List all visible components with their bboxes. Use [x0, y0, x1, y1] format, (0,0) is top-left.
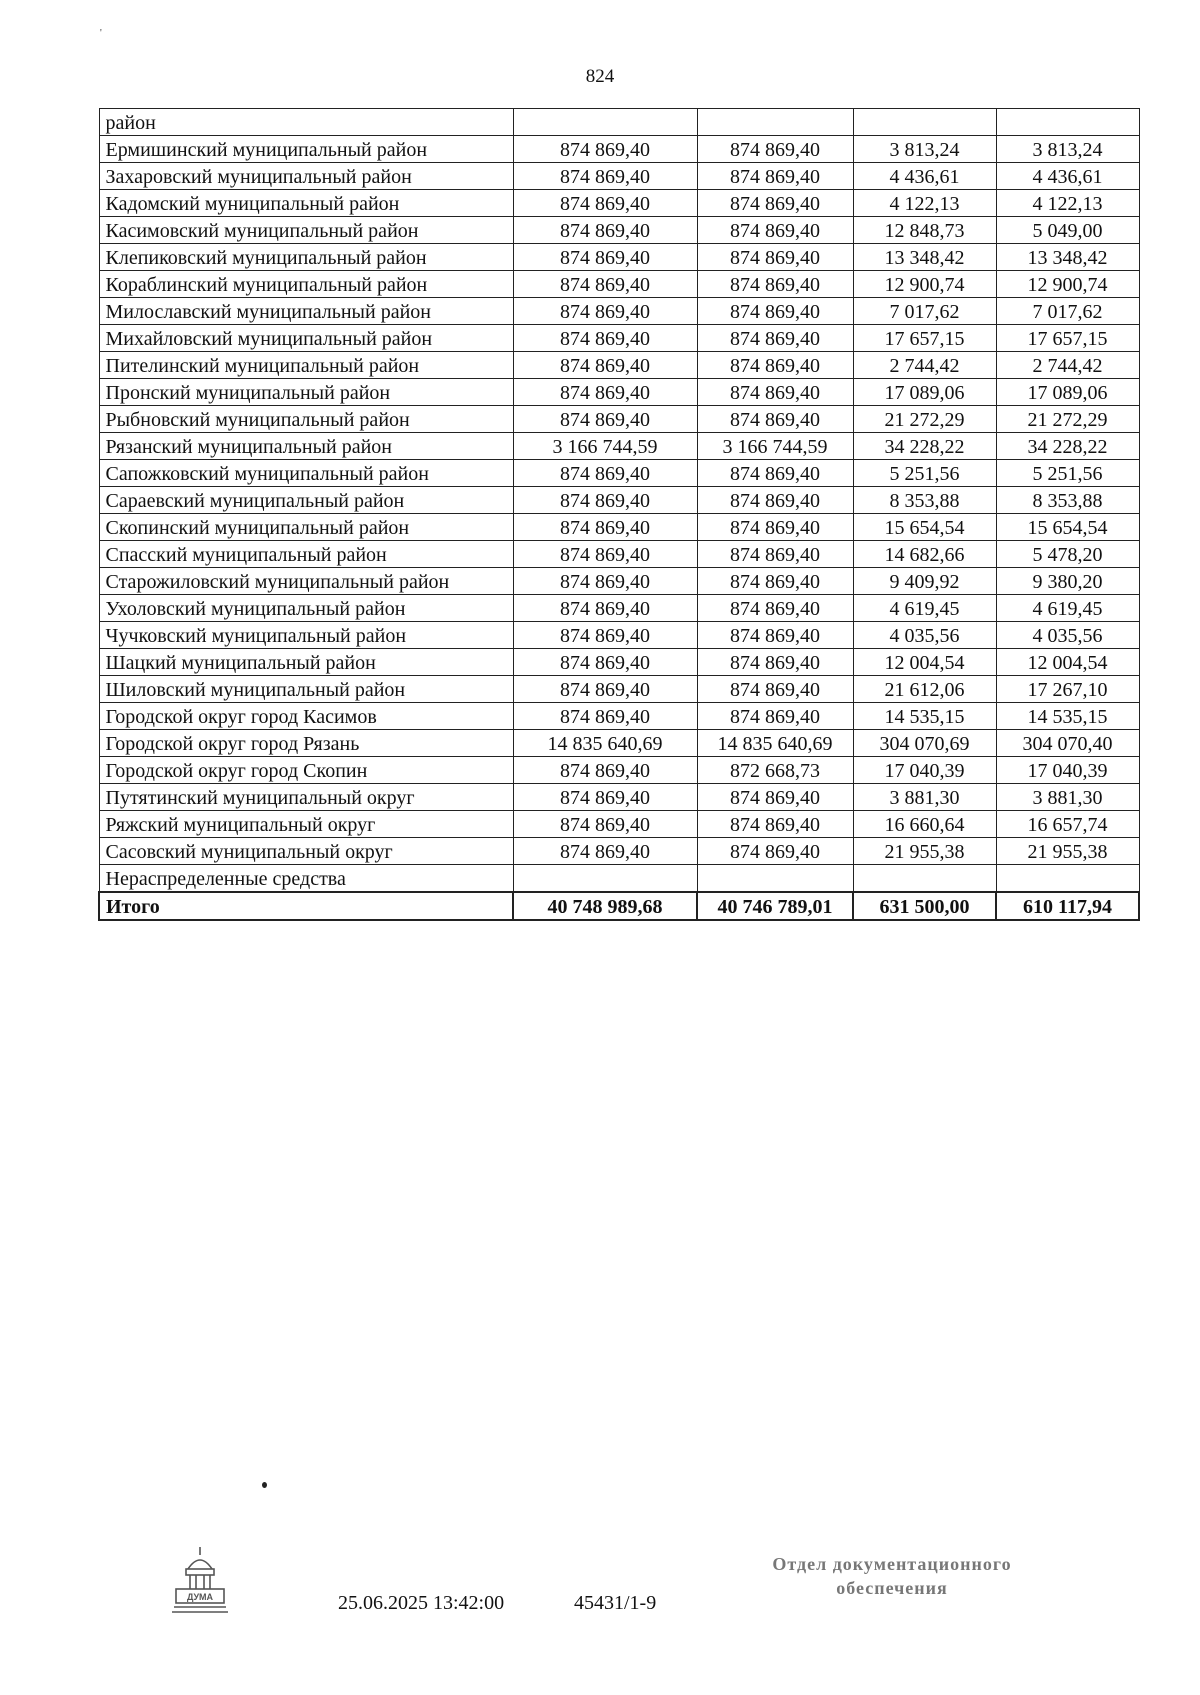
row-value-3: [853, 865, 996, 893]
row-label: Клепиковский муниципальный район: [99, 244, 513, 271]
row-value-3: 304 070,69: [853, 730, 996, 757]
row-value-2: 874 869,40: [697, 487, 853, 514]
row-value-2: [697, 865, 853, 893]
row-value-4: 4 436,61: [996, 163, 1139, 190]
table-row: [99, 811, 1139, 838]
row-value-2: [697, 109, 853, 136]
budget-table: [98, 108, 1140, 921]
row-value-4: 12 900,74: [996, 271, 1139, 298]
row-value-4: 3 881,30: [996, 784, 1139, 811]
row-value-4: 304 070,40: [996, 730, 1139, 757]
table-row: [99, 541, 1139, 568]
row-value-4: 7 017,62: [996, 298, 1139, 325]
table-row: [99, 163, 1139, 190]
row-value-2: 874 869,40: [697, 838, 853, 865]
row-value-4: 3 813,24: [996, 136, 1139, 163]
row-value-2: 874 869,40: [697, 271, 853, 298]
row-value-4: 5 478,20: [996, 541, 1139, 568]
table-body: [99, 109, 1139, 921]
row-value-1: 874 869,40: [513, 244, 697, 271]
row-label: Ряжский муниципальный округ: [99, 811, 513, 838]
emblem-text: ДУМА: [186, 1592, 214, 1602]
row-value-2: 874 869,40: [697, 244, 853, 271]
row-value-3: 631 500,00: [853, 892, 996, 920]
row-label: Рыбновский муниципальный район: [99, 406, 513, 433]
row-value-1: 874 869,40: [513, 622, 697, 649]
row-label: Милославский муниципальный район: [99, 298, 513, 325]
row-value-1: 874 869,40: [513, 271, 697, 298]
row-value-4: 5 251,56: [996, 460, 1139, 487]
row-value-4: 9 380,20: [996, 568, 1139, 595]
table-row: [99, 838, 1139, 865]
table-row: [99, 730, 1139, 757]
row-value-3: 17 657,15: [853, 325, 996, 352]
row-label: Михайловский муниципальный район: [99, 325, 513, 352]
row-value-4: [996, 109, 1139, 136]
row-value-2: 874 869,40: [697, 703, 853, 730]
table-row: [99, 190, 1139, 217]
row-value-2: 874 869,40: [697, 325, 853, 352]
row-value-1: 874 869,40: [513, 352, 697, 379]
row-value-1: 874 869,40: [513, 217, 697, 244]
row-value-2: 874 869,40: [697, 541, 853, 568]
table-row: [99, 406, 1139, 433]
row-value-4: 4 619,45: [996, 595, 1139, 622]
footer-department-stamp: Отдел документационного обеспечения: [772, 1554, 1012, 1598]
row-value-3: 16 660,64: [853, 811, 996, 838]
row-value-2: 874 869,40: [697, 379, 853, 406]
row-label: Нераспределенные средства: [99, 865, 513, 893]
row-value-4: 4 122,13: [996, 190, 1139, 217]
row-label: Городской округ город Касимов: [99, 703, 513, 730]
row-value-2: 874 869,40: [697, 406, 853, 433]
row-label: Сараевский муниципальный район: [99, 487, 513, 514]
row-value-4: 12 004,54: [996, 649, 1139, 676]
row-value-1: 874 869,40: [513, 136, 697, 163]
row-value-2: 14 835 640,69: [697, 730, 853, 757]
table-row: [99, 244, 1139, 271]
row-value-2: 874 869,40: [697, 217, 853, 244]
row-value-3: 34 228,22: [853, 433, 996, 460]
row-value-3: 4 436,61: [853, 163, 996, 190]
row-value-4: 17 267,10: [996, 676, 1139, 703]
table-row: [99, 514, 1139, 541]
row-value-3: 2 744,42: [853, 352, 996, 379]
row-value-4: [996, 865, 1139, 893]
row-value-2: 874 869,40: [697, 190, 853, 217]
row-label: Чучковский муниципальный район: [99, 622, 513, 649]
row-label: Кораблинский муниципальный район: [99, 271, 513, 298]
row-label: Ермишинский муниципальный район: [99, 136, 513, 163]
scan-dot: [262, 1482, 267, 1488]
table-row: [99, 595, 1139, 622]
table-row: [99, 487, 1139, 514]
row-value-3: 21 612,06: [853, 676, 996, 703]
row-value-3: 14 682,66: [853, 541, 996, 568]
row-value-3: 17 040,39: [853, 757, 996, 784]
row-value-4: 34 228,22: [996, 433, 1139, 460]
row-label: Спасский муниципальный район: [99, 541, 513, 568]
row-label: Пронский муниципальный район: [99, 379, 513, 406]
table-row: [99, 298, 1139, 325]
row-value-1: 14 835 640,69: [513, 730, 697, 757]
row-value-3: 14 535,15: [853, 703, 996, 730]
row-value-3: 13 348,42: [853, 244, 996, 271]
table-row: [99, 784, 1139, 811]
row-value-3: 21 272,29: [853, 406, 996, 433]
row-value-2: 3 166 744,59: [697, 433, 853, 460]
row-value-2: 874 869,40: [697, 136, 853, 163]
row-label: Пителинский муниципальный район: [99, 352, 513, 379]
scan-mark: ': [100, 28, 102, 39]
row-value-2: 874 869,40: [697, 784, 853, 811]
total-row: [99, 892, 1139, 920]
row-value-1: 874 869,40: [513, 784, 697, 811]
row-value-3: 9 409,92: [853, 568, 996, 595]
row-label: Путятинский муниципальный округ: [99, 784, 513, 811]
row-value-3: 17 089,06: [853, 379, 996, 406]
row-value-1: 874 869,40: [513, 514, 697, 541]
row-value-1: 874 869,40: [513, 811, 697, 838]
row-value-4: 14 535,15: [996, 703, 1139, 730]
row-value-2: 874 869,40: [697, 514, 853, 541]
row-label: район: [99, 109, 513, 136]
row-value-1: [513, 865, 697, 893]
row-value-1: 874 869,40: [513, 406, 697, 433]
row-value-1: 874 869,40: [513, 379, 697, 406]
table-row: [99, 622, 1139, 649]
table-row: [99, 109, 1139, 136]
row-value-2: 874 869,40: [697, 622, 853, 649]
row-value-1: 874 869,40: [513, 298, 697, 325]
row-value-1: 874 869,40: [513, 649, 697, 676]
row-value-3: 7 017,62: [853, 298, 996, 325]
row-value-4: 17 089,06: [996, 379, 1139, 406]
row-label: Касимовский муниципальный район: [99, 217, 513, 244]
table-row: [99, 865, 1139, 893]
row-label: Городской округ город Скопин: [99, 757, 513, 784]
row-value-3: 4 122,13: [853, 190, 996, 217]
row-value-3: 12 900,74: [853, 271, 996, 298]
row-value-2: 874 869,40: [697, 649, 853, 676]
footer-timestamp: 25.06.2025 13:42:00: [338, 1592, 505, 1614]
row-value-1: 3 166 744,59: [513, 433, 697, 460]
row-value-3: 5 251,56: [853, 460, 996, 487]
row-value-1: 874 869,40: [513, 676, 697, 703]
row-value-1: 874 869,40: [513, 541, 697, 568]
row-label: Захаровский муниципальный район: [99, 163, 513, 190]
row-label: Сасовский муниципальный округ: [99, 838, 513, 865]
row-value-3: 3 881,30: [853, 784, 996, 811]
table-row: [99, 352, 1139, 379]
row-label: Старожиловский муниципальный район: [99, 568, 513, 595]
row-value-2: 874 869,40: [697, 676, 853, 703]
row-value-1: [513, 109, 697, 136]
table-row: [99, 325, 1139, 352]
row-label: Скопинский муниципальный район: [99, 514, 513, 541]
table-row: [99, 568, 1139, 595]
row-value-2: 874 869,40: [697, 811, 853, 838]
row-value-3: [853, 109, 996, 136]
row-value-1: 874 869,40: [513, 595, 697, 622]
table-row: [99, 676, 1139, 703]
duma-emblem-icon: [170, 1545, 230, 1617]
row-value-4: 610 117,94: [996, 892, 1139, 920]
row-label: Кадомский муниципальный район: [99, 190, 513, 217]
table-row: [99, 271, 1139, 298]
row-value-2: 874 869,40: [697, 568, 853, 595]
row-value-4: 4 035,56: [996, 622, 1139, 649]
row-value-3: 4 035,56: [853, 622, 996, 649]
row-value-2: 874 869,40: [697, 298, 853, 325]
table-row: [99, 757, 1139, 784]
row-label: Шацкий муниципальный район: [99, 649, 513, 676]
row-value-3: 21 955,38: [853, 838, 996, 865]
table-row: [99, 703, 1139, 730]
row-label: Сапожковский муниципальный район: [99, 460, 513, 487]
row-label: Городской округ город Рязань: [99, 730, 513, 757]
row-value-4: 17 040,39: [996, 757, 1139, 784]
row-value-1: 874 869,40: [513, 568, 697, 595]
row-value-3: 12 848,73: [853, 217, 996, 244]
row-value-2: 40 746 789,01: [697, 892, 853, 920]
row-value-1: 874 869,40: [513, 487, 697, 514]
row-value-4: 17 657,15: [996, 325, 1139, 352]
row-value-3: 15 654,54: [853, 514, 996, 541]
page-number: 824: [585, 66, 615, 87]
row-value-4: 8 353,88: [996, 487, 1139, 514]
row-label: Шиловский муниципальный район: [99, 676, 513, 703]
row-value-2: 874 869,40: [697, 595, 853, 622]
row-value-4: 13 348,42: [996, 244, 1139, 271]
table-row: [99, 460, 1139, 487]
row-value-2: 874 869,40: [697, 163, 853, 190]
table-row: [99, 136, 1139, 163]
row-value-1: 874 869,40: [513, 460, 697, 487]
row-value-3: 4 619,45: [853, 595, 996, 622]
footer-doc-code: 45431/1-9: [574, 1592, 657, 1614]
table-row: [99, 433, 1139, 460]
row-value-2: 872 668,73: [697, 757, 853, 784]
table-row: [99, 217, 1139, 244]
row-value-4: 15 654,54: [996, 514, 1139, 541]
row-value-3: 12 004,54: [853, 649, 996, 676]
row-value-1: 874 869,40: [513, 190, 697, 217]
row-value-1: 874 869,40: [513, 703, 697, 730]
row-value-1: 874 869,40: [513, 757, 697, 784]
row-value-4: 16 657,74: [996, 811, 1139, 838]
row-value-3: 8 353,88: [853, 487, 996, 514]
row-label: Рязанский муниципальный район: [99, 433, 513, 460]
row-label: Итого: [99, 892, 513, 920]
row-value-3: 3 813,24: [853, 136, 996, 163]
table-row: [99, 649, 1139, 676]
row-value-2: 874 869,40: [697, 352, 853, 379]
row-value-4: 5 049,00: [996, 217, 1139, 244]
row-value-1: 40 748 989,68: [513, 892, 697, 920]
row-value-2: 874 869,40: [697, 460, 853, 487]
table-row: [99, 379, 1139, 406]
row-label: Ухоловский муниципальный район: [99, 595, 513, 622]
row-value-4: 21 955,38: [996, 838, 1139, 865]
row-value-1: 874 869,40: [513, 838, 697, 865]
row-value-4: 2 744,42: [996, 352, 1139, 379]
row-value-1: 874 869,40: [513, 163, 697, 190]
row-value-4: 21 272,29: [996, 406, 1139, 433]
row-value-1: 874 869,40: [513, 325, 697, 352]
